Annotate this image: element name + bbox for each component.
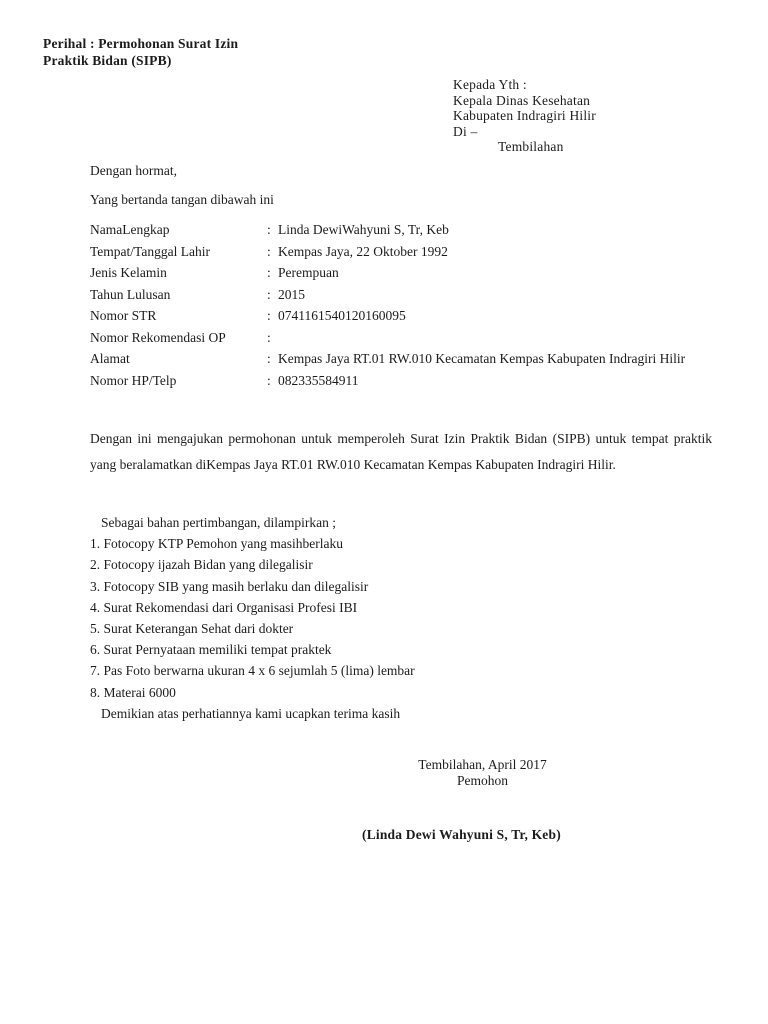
field-value-text: 2015 [278,286,305,302]
salutation: Dengan hormat, [90,163,177,178]
colon-separator: : [267,372,271,388]
field-value [267,348,685,370]
signoff-role: Pemohon [456,772,508,788]
recipient-block [453,77,596,155]
recipient-line: Kabupaten Indragiri Hilir [453,108,596,124]
field-label: Tahun Lulusan [90,286,171,302]
recipient-line: Kepada Yth : [453,77,527,92]
field-row-nomor-str [90,305,730,327]
field-row-tahun-lulusan [90,284,730,306]
intro-line: Yang bertanda tangan dibawah ini [90,192,274,207]
attachment-item: 4. Surat Rekomendasi dari Organisasi Profesi IBI [90,599,358,615]
field-label: NamaLengkap [90,222,170,237]
attachment-item: 3. Fotocopy SIB yang masih berlaku dan dilegalisir [90,578,369,594]
field-value [267,219,449,241]
colon-separator: : [267,265,271,280]
subject-block [43,35,238,69]
attachment-item: 6. Surat Pernyataan memiliki tempat praktek [90,642,332,658]
field-value-text: 082335584911 [278,372,359,388]
field-value [267,262,339,284]
field-value-text: Kempas Jaya, 22 Oktober 1992 [278,243,448,259]
field-value [267,305,406,327]
recipient-city: Tembilahan [498,139,564,155]
recipient-line: Di – [453,123,478,139]
colon-separator: : [267,308,271,323]
field-row-ttl [90,241,730,263]
signoff-place-date: Tembilahan, April 2017 [418,757,547,772]
attachment-item: 7. Pas Foto berwarna ukuran 4 x 6 sejumlah 5 (lima) lembar [90,663,415,679]
field-row-rekomendasi-op [90,327,730,349]
field-label: Nomor STR [90,308,157,323]
field-row-jenis-kelamin [90,262,730,284]
attachment-item: 5. Surat Keterangan Sehat dari dokter [90,621,294,637]
attachment-item: 8. Materai 6000 [90,684,176,700]
colon-separator: : [267,351,271,366]
recipient-line: Kepala Dinas Kesehatan [453,92,591,108]
field-label: Jenis Kelamin [90,265,167,280]
closing-line: Demikian atas perhatiannya kami ucapkan terima kasih [101,705,401,721]
field-row-nama [90,219,730,241]
field-value [267,241,448,263]
attachments-block [90,512,710,724]
attachment-item: 1. Fotocopy KTP Pemohon yang masihberlaku [90,536,343,552]
field-value-text: Linda DewiWahyuni S, Tr, Keb [278,222,449,237]
colon-separator: : [267,329,271,345]
colon-separator: : [267,286,271,302]
subject-line-1: Perihal : Permohonan Surat Izin [43,36,239,51]
field-value [267,284,305,306]
field-row-nomor-hp [90,370,730,392]
field-label: Nomor HP/Telp [90,372,177,388]
subject-line-2: Praktik Bidan (SIPB) [43,53,172,68]
field-value [267,327,278,349]
field-value-text: 0741161540120160095 [278,308,406,323]
field-label: Alamat [90,351,130,366]
attachments-intro: Sebagai bahan pertimbangan, dilampirkan ; [101,515,337,530]
field-row-alamat [90,348,730,370]
colon-separator: : [267,222,271,237]
body-paragraph: Dengan ini mengajukan permohonan untuk memperoleh Surat Izin Praktik Bidan (SIPB) untuk tempat praktik yang beralamatkan diKempas Jaya RT.01 RW.010 Kecamatan Kempas Kabupaten Indragiri Hilir. [90,431,712,472]
attachment-item: 2. Fotocopy ijazah Bidan yang dilegalisir [90,557,313,573]
signoff-block [400,757,565,788]
signature-name: (Linda Dewi Wahyuni S, Tr, Keb) [362,827,561,842]
field-label: Tempat/Tanggal Lahir [90,243,210,259]
field-label: Nomor Rekomendasi OP [90,329,226,345]
applicant-fields [90,219,730,391]
field-value [267,370,359,392]
colon-separator: : [267,243,271,259]
field-value-text: Perempuan [278,265,339,280]
field-value-text: Kempas Jaya RT.01 RW.010 Kecamatan Kempas Kabupaten Indragiri Hilir [278,351,686,366]
